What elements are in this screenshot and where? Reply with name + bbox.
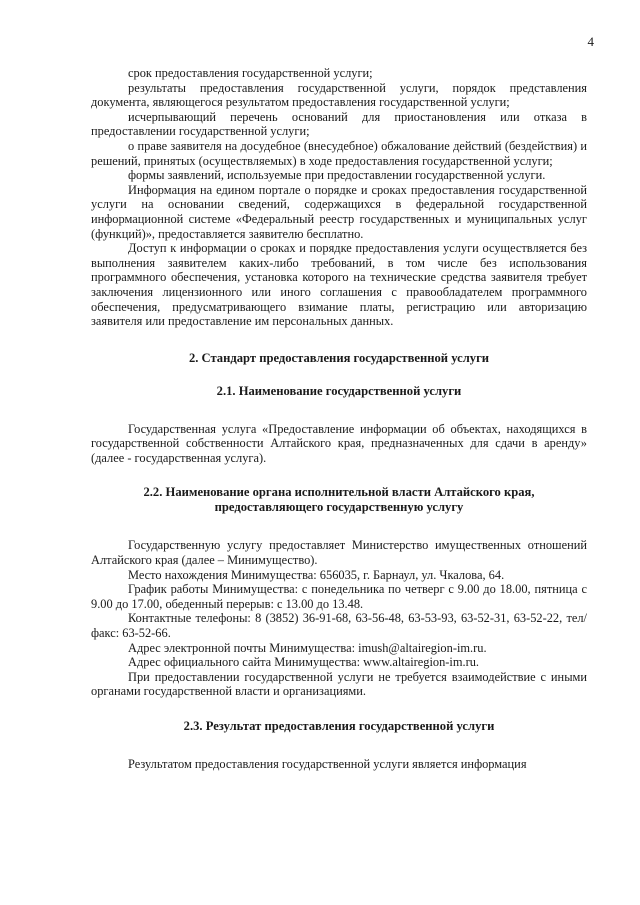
access-info-paragraph: Доступ к информации о сроках и порядке предоставления услуги осуществляется без выполнения заявителем каких-либо требований, в том числе без использования программного обеспечения, установка которого на технические средства заявителя требует заключения лицензионного или иного соглашения с правообладателем программного обеспечения, предусматривающего взимание платы, регистрацию или авторизацию заявителя или предоставление им персональных данных. [91,241,587,329]
interaction-paragraph: При предоставлении государственной услуги не требуется взаимодействие с иными органами государственной власти и организациями. [91,669,587,699]
section-2-3-heading: 2.3. Результат предоставления государственной услуги [183,719,495,733]
page-number: 4 [587,34,594,49]
intro-item-forms: формы заявлений, используемые при предоставлении государственной услуги. [128,168,546,183]
intro-item-results: результаты предоставления государственной услуги, порядок представления документа, являющегося результатом предоставления государственной услуги; [91,80,587,110]
section-2-heading: 2. Стандарт предоставления государственной услуги [188,350,490,365]
portal-info-paragraph: Информация на едином портале о порядке и сроках предоставления государственной услуги на основании сведений, содержащихся в федеральной государственной информационной системе «Федеральный реестр государственных и муниципальных услуг (функций)», предоставляется заявителю бесплатно. [91,182,587,241]
section-2-1-heading: 2.1. Наименование государственной услуги [216,383,462,398]
intro-item-term: срок предоставления государственной услуги; [128,66,373,80]
result-paragraph: Результатом предоставления государственной услуги является информация [128,757,527,771]
section-2-2-heading-line2: предоставляющего государственную услугу [214,500,464,515]
location-paragraph: Место нахождения Минимущества: 656035, г. Барнаул, ул. Чкалова, 64. [128,567,505,582]
website-paragraph: Адрес официального сайта Минимущества: www.altairegion-im.ru. [128,655,480,670]
section-2-2-heading-line1: 2.2. Наименование органа исполнительной власти Алтайского края, [143,485,535,500]
phones-paragraph: Контактные телефоны: 8 (3852) 36-91-68, 63-56-48, 63-53-93, 63-52-31, 63-52-22, тел/факс: 63-52-66. [91,611,587,641]
ministry-paragraph: Государственную услугу предоставляет Министерство имущественных отношений Алтайского края (далее – Минимущество). [91,538,587,568]
email-paragraph: Адрес электронной почты Минимущества: imush@altairegion-im.ru. [128,640,487,655]
document-body [91,66,587,772]
intro-item-appeal-right: о праве заявителя на досудебное (внесудебное) обжалование действий (бездействия) и решений, принятых (осуществляемых) в ходе предоставления государственной услуги; [91,138,587,168]
schedule-paragraph: График работы Минимущества: с понедельника по четверг с 9.00 до 18.00, пятница с 9.00 до 17.00, обеденный перерыв: с 13.00 до 13.48. [91,582,587,611]
service-name-paragraph: Государственная услуга «Предоставление информации об объектах, находящихся в государственной собственности Алтайского края, предназначенных для сдачи в аренду» (далее - государственная услуга). [91,421,587,465]
section-2-2-heading [91,485,587,515]
intro-item-refusal-grounds: исчерпывающий перечень оснований для приостановления или отказа в предоставлении государственной услуги; [91,109,587,139]
